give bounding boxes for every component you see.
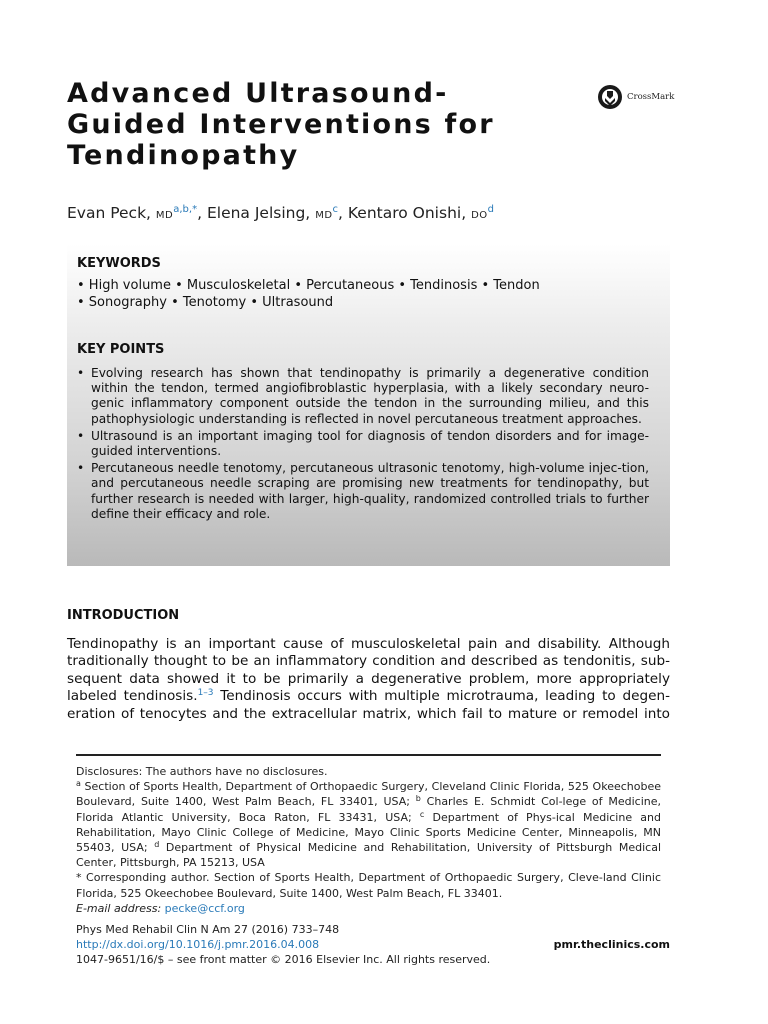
intro-text: Tendinosis occurs with multiple microtrauma, leading to degen-eration of tenocytes and the extracellular matrix, which fail to mature or remodel into: [67, 688, 670, 722]
author-name: Elena Jelsing,: [206, 204, 311, 222]
author-degree: DO: [471, 210, 488, 221]
affiliation-marker: c: [419, 809, 425, 819]
citation-block: [76, 922, 670, 968]
author-name: Kentaro Onishi,: [347, 204, 467, 222]
keywords-heading: KEYWORDS: [77, 256, 161, 271]
affiliation-marker: a: [76, 779, 81, 789]
article-title: [67, 78, 567, 171]
affiliation-ref[interactable]: c: [332, 204, 339, 215]
affiliation-text: Section of Sports Health, Department of Orthopaedic Surgery, Cleveland Clinic Florida, 525 Okeechobee Boulevard, Suite 1400, West Palm Beach, FL 33401, USA;: [76, 780, 661, 809]
footnotes: [76, 764, 661, 916]
title-line-3: Tendinopathy: [67, 140, 300, 171]
email-label: E-mail address:: [76, 901, 162, 915]
key-point-item: • Percutaneous needle tenotomy, percutaneous ultrasonic tenotomy, high-volume injec-tion, and percutaneous needle scraping are promising new treatments for tendinopathy, but further research is needed with larger, high-quality, randomized controlled trials to further define their efficacy and role.: [77, 461, 649, 522]
author-list: [67, 204, 494, 222]
corresponding-author: * Corresponding author. Section of Sports Health, Department of Orthopaedic Surgery, Cleve-land Clinic Florida, 525 Okeechobee Boulevard, Suite 1400, West Palm Beach, FL 33401.: [76, 871, 661, 900]
introduction-heading: INTRODUCTION: [67, 608, 180, 623]
key-point-item: • Ultrasound is an important imaging tool for diagnosis of tendon disorders and for image-guided interventions.: [77, 429, 649, 459]
email-line: [76, 901, 661, 916]
author-degree: MD: [315, 210, 333, 221]
email-link[interactable]: pecke@ccf.org: [164, 901, 245, 915]
reference-link[interactable]: 1–3: [197, 688, 214, 699]
affiliation-ref[interactable]: a,b,*: [173, 204, 198, 215]
keywords-keypoints-box: [67, 244, 670, 566]
disclosures: Disclosures: The authors have no disclosures.: [76, 765, 328, 778]
journal-citation: Phys Med Rehabil Clin N Am 27 (2016) 733–748: [76, 923, 340, 936]
separator: ,: [338, 204, 343, 222]
intro-text: Tendinopathy is an important cause of musculoskeletal pain and disability. Although traditionally thought to be an inflammatory condition and described as tendonitis, sub-sequent data showed it to be primarily a degenerative problem, more appropriately labeled tendinosis.: [67, 636, 670, 705]
affiliation-ref[interactable]: d: [487, 204, 494, 215]
separator: ,: [197, 204, 203, 222]
keywords-line-2: • Sonography • Tenotomy • Ultrasound: [77, 295, 334, 310]
copyright-line: 1047-9651/16/$ – see front matter © 2016 Elsevier Inc. All rights reserved.: [76, 953, 491, 967]
title-line-2: Guided Interventions for: [67, 109, 495, 140]
author-name: Evan Peck,: [67, 204, 151, 222]
introduction-paragraph: [67, 636, 670, 723]
affiliations: [76, 779, 661, 870]
author-degree: MD: [155, 210, 174, 221]
doi-link[interactable]: http://dx.doi.org/10.1016/j.pmr.2016.04.008: [76, 938, 320, 952]
crossmark-badge[interactable]: [597, 84, 674, 110]
affiliation-text: Department of Phys-ical Medicine and Rehabilitation, Mayo Clinic College of Medicine, Mayo Clinic Sports Medicine Center, Minneapolis, MN 55403, USA;: [76, 810, 661, 855]
key-points-list: [77, 366, 649, 524]
key-point-item: • Evolving research has shown that tendinopathy is primarily a degenerative condition within the tendon, termed angiofibroblastic hyperplasia, with a likely secondary neuro-genic inflammatory component outside the tendon in the surrounding milieu, and this pathophysiologic understanding is reflected in novel percutaneous treatment approaches.: [77, 366, 649, 427]
crossmark-label: CrossMark: [627, 92, 675, 102]
affiliation-marker: b: [415, 794, 421, 804]
key-points-heading: KEY POINTS: [77, 342, 165, 357]
footnote-divider: [76, 754, 661, 756]
crossmark-icon: [597, 84, 623, 110]
keywords-line-1: • High volume • Musculoskeletal • Percutaneous • Tendinosis • Tendon: [77, 278, 540, 293]
title-line-1: Advanced Ultrasound-: [67, 78, 449, 109]
affiliation-marker: d: [154, 840, 160, 850]
journal-site[interactable]: pmr.theclinics.com: [553, 938, 670, 952]
affiliation-text: Department of Physical Medicine and Rehabilitation, University of Pittsburgh Medical Center, Pittsburgh, PA 15213, USA: [76, 841, 662, 870]
affiliation-text: Charles E. Schmidt Col-lege of Medicine, Florida Atlantic University, Boca Raton, FL 33431, USA;: [76, 795, 661, 824]
